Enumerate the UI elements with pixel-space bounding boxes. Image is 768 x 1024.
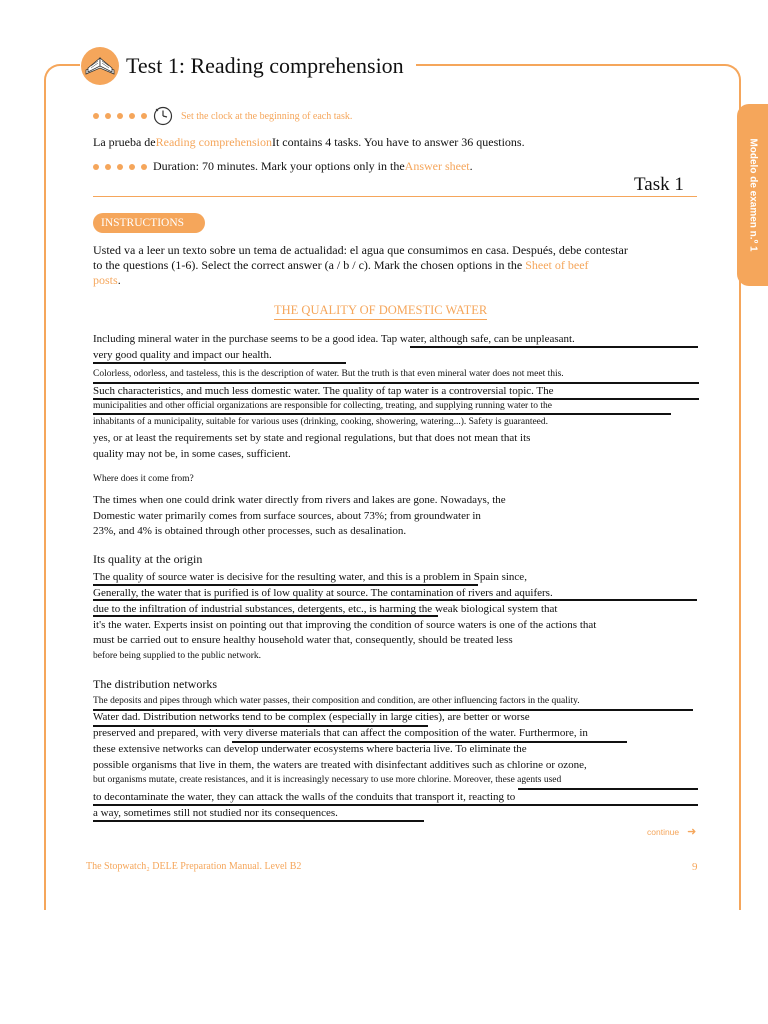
- instructions-text: [93, 243, 633, 288]
- title-bar: [80, 46, 416, 86]
- task-divider: [93, 196, 697, 197]
- article-line: Water dad. Distribution networks tend to be complex (especially in large cities), are better or worse: [93, 711, 530, 723]
- article-line: to decontaminate the water, they can attack the walls of the conduits that transport it, reacting to: [93, 791, 516, 803]
- underline: [93, 362, 346, 364]
- article-line: it's the water. Experts insist on pointing out that improving the condition of source waters is one of the actions that: [93, 619, 597, 631]
- side-tab-label: Modelo de examen n.º 1: [747, 138, 758, 252]
- section-heading: Its quality at the origin: [93, 552, 203, 566]
- section-heading: The distribution networks: [93, 677, 217, 691]
- article-title: THE QUALITY OF DOMESTIC WATER: [274, 303, 487, 320]
- reading-comprehension-link[interactable]: Reading comprehension: [155, 135, 272, 149]
- instructions-line-2-text: to the questions (1-6). Select the correct answer (a / b / c). Mark the chosen options in the: [93, 258, 526, 272]
- article-line: preserved and prepared, with very diverse materials that can affect the composition of the water. Furthermore, in: [93, 727, 588, 739]
- article-line: quality may not be, in some cases, sufficient.: [93, 448, 291, 460]
- tasks-text: It contains 4 tasks. You have to answer 36 questions.: [271, 135, 525, 149]
- tasks-prefix: La prueba de: [93, 135, 156, 149]
- article-line: these extensive networks can develop underwater ecosystems where bacteria live. To eliminate the: [93, 743, 527, 755]
- article-line: due to the infiltration of industrial substances, detergents, etc., is harming the weak biological system that: [93, 603, 558, 615]
- footer-text: The Stopwatch₂ DELE Preparation Manual. Level B2: [86, 861, 302, 872]
- underline: [93, 804, 698, 806]
- tasks-line: [93, 135, 525, 150]
- clock-icon: [153, 106, 173, 126]
- article-line: inhabitants of a municipality, suitable for various uses (drinking, cooking, showering, watering...). Safety is guaranteed.: [93, 417, 549, 427]
- underline: [410, 346, 698, 348]
- underline: [93, 413, 671, 415]
- dots-decoration: [93, 113, 147, 119]
- underline: [93, 584, 478, 586]
- instructions-line-1: Usted va a leer un texto sobre un tema de actualidad: el agua que consumimos en casa. Después, debe contestar: [93, 243, 628, 257]
- duration-text: Duration: 70 minutes. Mark your options only in the: [153, 159, 405, 173]
- article-line: yes, or at least the requirements set by state and regional regulations, but that does not mean that its: [93, 432, 531, 444]
- side-tab: [737, 104, 768, 286]
- article-line: The deposits and pipes through which water passes, their composition and condition, are other influencing factors in the quality.: [93, 696, 580, 706]
- article-line: a way, sometimes still not studied nor its consequences.: [93, 807, 338, 819]
- clock-note: Set the clock at the beginning of each task.: [181, 110, 353, 122]
- underline: [93, 382, 699, 384]
- task-label: Task 1: [634, 174, 684, 195]
- article-line: Generally, the water that is purified is of low quality at source. The contamination of rivers and aquifers.: [93, 587, 553, 599]
- instructions-line-2: [93, 258, 633, 273]
- continue-label: continue: [647, 826, 680, 837]
- article-line: possible organisms that live in them, the waters are treated with disinfectant additives such as chlorine or ozone,: [93, 759, 587, 771]
- article-line: Domestic water primarily comes from surface sources, about 73%; from groundwater in: [93, 510, 481, 522]
- article-line: very good quality and impact our health.: [93, 349, 272, 361]
- arrow-right-icon: ➜: [687, 826, 697, 838]
- book-icon: [80, 46, 120, 86]
- page-number: 9: [692, 861, 698, 873]
- article-line: 23%, and 4% is obtained through other processes, such as desalination.: [93, 525, 407, 537]
- article-line: but organisms mutate, create resistances, and it is increasingly necessary to use more chlorine. Moreover, these agents used: [93, 775, 562, 785]
- article-line: The times when one could drink water directly from rivers and lakes are gone. Nowadays, the: [93, 494, 506, 506]
- dots-decoration: [93, 164, 147, 170]
- article-line: Including mineral water in the purchase seems to be a good idea. Tap water, although safe, can be unpleasant.: [93, 333, 575, 345]
- instructions-badge: INSTRUCTIONS: [93, 213, 205, 233]
- answer-sheet-link[interactable]: Answer sheet: [404, 159, 470, 173]
- underline: [93, 615, 438, 617]
- continue-link[interactable]: [647, 825, 696, 838]
- section-heading: Where does it come from?: [93, 474, 194, 484]
- article-line: Colorless, odorless, and tasteless, this is the description of water. But the truth is that even mineral water does not meet this.: [93, 369, 564, 379]
- article-line: municipalities and other official organizations are responsible for collecting, treating, and supplying running water to the: [93, 401, 552, 411]
- duration-row: [93, 159, 473, 174]
- page-title: Test 1: Reading comprehension: [126, 53, 404, 78]
- underline: [518, 788, 698, 790]
- answer-sheet-link-3[interactable]: posts: [93, 273, 118, 287]
- answer-sheet-link-2[interactable]: Sheet of beef: [525, 258, 589, 272]
- period: .: [469, 159, 473, 173]
- article-line: before being supplied to the public network.: [93, 651, 262, 661]
- underline: [93, 398, 699, 400]
- instructions-line-3-end: .: [117, 273, 121, 287]
- article-line: must be carried out to ensure healthy household water that, consequently, should be treated less: [93, 634, 513, 646]
- instructions-line-3: [93, 273, 633, 288]
- article-line: The quality of source water is decisive for the resulting water, and this is a problem in Spain since,: [93, 571, 527, 583]
- article-line: Such characteristics, and much less domestic water. The quality of tap water is a controversial topic. The: [93, 385, 554, 397]
- underline: [93, 599, 697, 601]
- clock-note-row: [93, 106, 352, 126]
- underline: [93, 820, 424, 822]
